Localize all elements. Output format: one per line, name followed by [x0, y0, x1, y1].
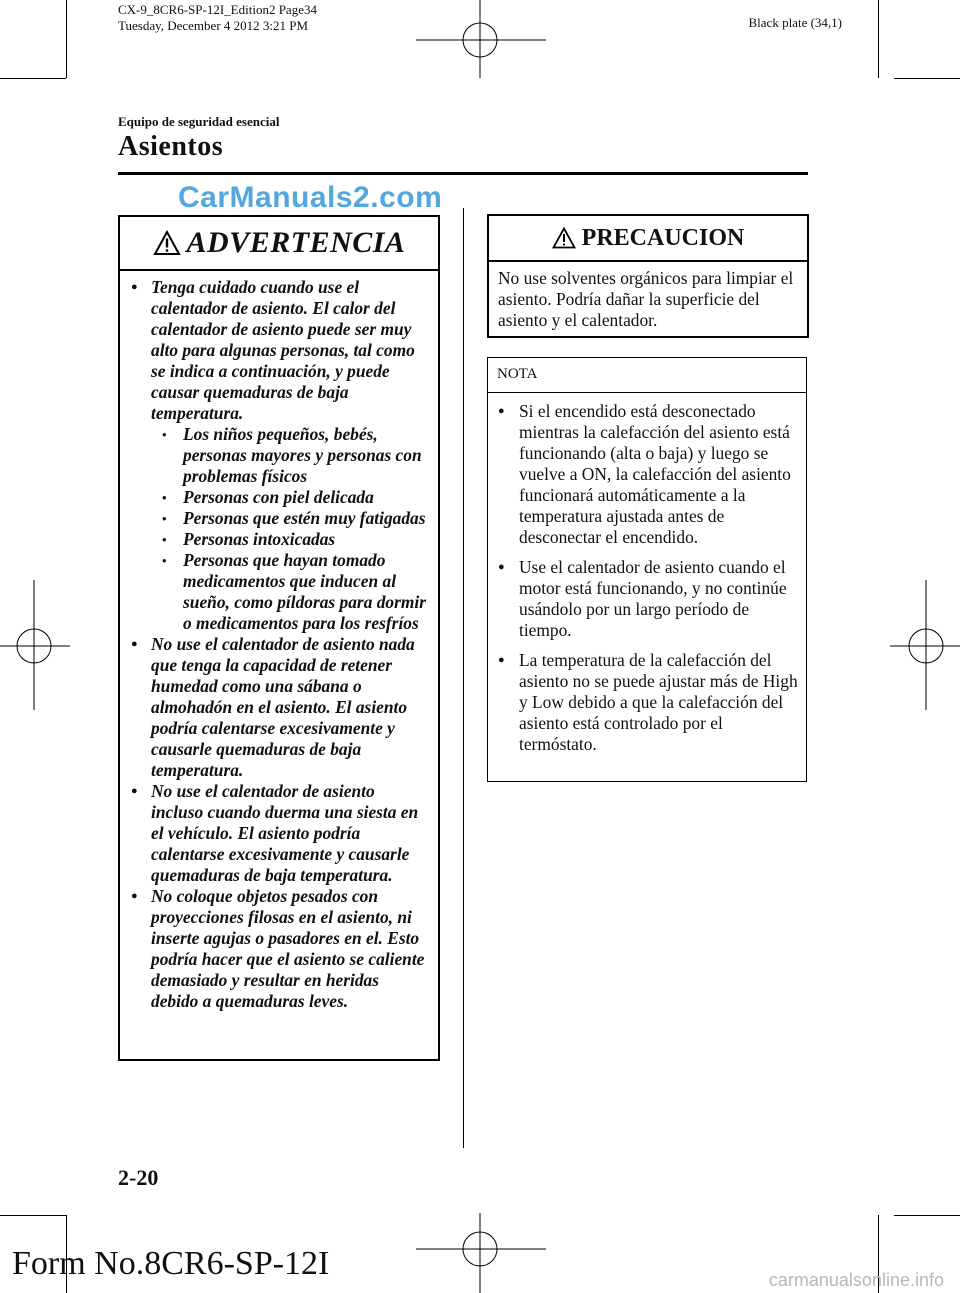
list-item: ● Use el calentador de asiento cuando el motor está funcionando, y no continúe usándolo por un largo período de tiempo. [497, 557, 798, 641]
caution-heading [489, 216, 807, 262]
crop-mark [878, 0, 879, 78]
crop-mark [894, 78, 960, 79]
title-rule [118, 172, 808, 175]
print-slug [118, 2, 317, 34]
warning-box [118, 215, 440, 1061]
list-item: • Los niños pequeños, bebés, personas mayores y personas con problemas físicos [131, 424, 428, 487]
list-item: • Personas con piel delicada [131, 487, 428, 508]
registration-mark-icon [0, 580, 70, 710]
crop-mark [66, 0, 67, 78]
list-item: • Personas que estén muy fatigadas [131, 508, 428, 529]
registration-mark-icon [890, 580, 960, 710]
note-heading: NOTA [497, 366, 538, 382]
crop-mark [0, 78, 66, 79]
warning-heading [120, 217, 438, 271]
list-item: ● No coloque objetos pesados con proyecciones filosas en el asiento, ni inserte agujas o pasadores en el. Esto podría hacer que el asiento se caliente demasiado y resultar en heridas debido a quemaduras leves. [131, 886, 428, 1012]
page-title: Asientos [118, 131, 224, 162]
caution-box [487, 214, 809, 338]
warning-body [120, 271, 438, 1012]
warning-intro: Tenga cuidado cuando use el calentador de asiento. El calor del calentador de asiento puede ser muy alto para algunas personas, tal como se indica a continuación, y puede causar quemaduras de baja temperatura. [151, 277, 415, 423]
warning-triangle-icon [153, 230, 181, 256]
plate-label: Black plate (34,1) [748, 15, 842, 30]
caution-heading-text: PRECAUCION [581, 224, 745, 251]
list-item: ● La temperatura de la calefacción del asiento no se puede ajustar más de High y Low debido a que la calefacción del asiento está controlado por el termóstato. [497, 650, 798, 755]
note-box [487, 357, 807, 782]
warning-triangle-icon [552, 227, 576, 249]
list-item [131, 277, 428, 634]
registration-mark-icon [416, 1213, 546, 1293]
slug-line-2: Tuesday, December 4 2012 3:21 PM [118, 18, 309, 33]
site-watermark: carmanualsonline.info [768, 1270, 944, 1290]
registration-mark-icon [416, 0, 546, 80]
list-item: • Personas intoxicadas [131, 529, 428, 550]
form-number: Form No.8CR6-SP-12I [12, 1245, 330, 1282]
crop-mark [0, 1215, 66, 1216]
warning-heading-text: ADVERTENCIA [186, 226, 406, 259]
watermark: CarManuals2.com [178, 181, 443, 214]
list-item: ● No use el calentador de asiento nada que tenga la capacidad de retener humedad como una sábana o almohadón en el asiento. El asiento podría calentarse excesivamente y causarle quemaduras de baja temperatura. [131, 634, 428, 781]
crop-mark [894, 1215, 960, 1216]
column-divider [463, 208, 464, 1148]
list-item: ● No use el calentador de asiento incluso cuando duerma una siesta en el vehículo. El asiento podría calentarse excesivamente y causarle quemaduras de baja temperatura. [131, 781, 428, 886]
section-label: Equipo de seguridad esencial [118, 114, 280, 129]
page-number: 2-20 [118, 1165, 159, 1190]
caution-text: No use solventes orgánicos para limpiar el asiento. Podría dañar la superficie del asiento y el calentador. [498, 268, 794, 330]
list-item: ● Si el encendido está desconectado mientras la calefacción del asiento está funcionando (alta o baja) y luego se vuelve a ON, la calefacción del asiento funcionará automáticamente a la temperatura ajustada antes de desconectar el encendido. [497, 401, 798, 548]
slug-line-1: CX-9_8CR6-SP-12I_Edition2 Page34 [118, 2, 317, 17]
note-body [488, 392, 806, 755]
list-item: • Personas que hayan tomado medicamentos que inducen al sueño, como píldoras para dormir o medicamentos para los resfríos [131, 550, 428, 634]
